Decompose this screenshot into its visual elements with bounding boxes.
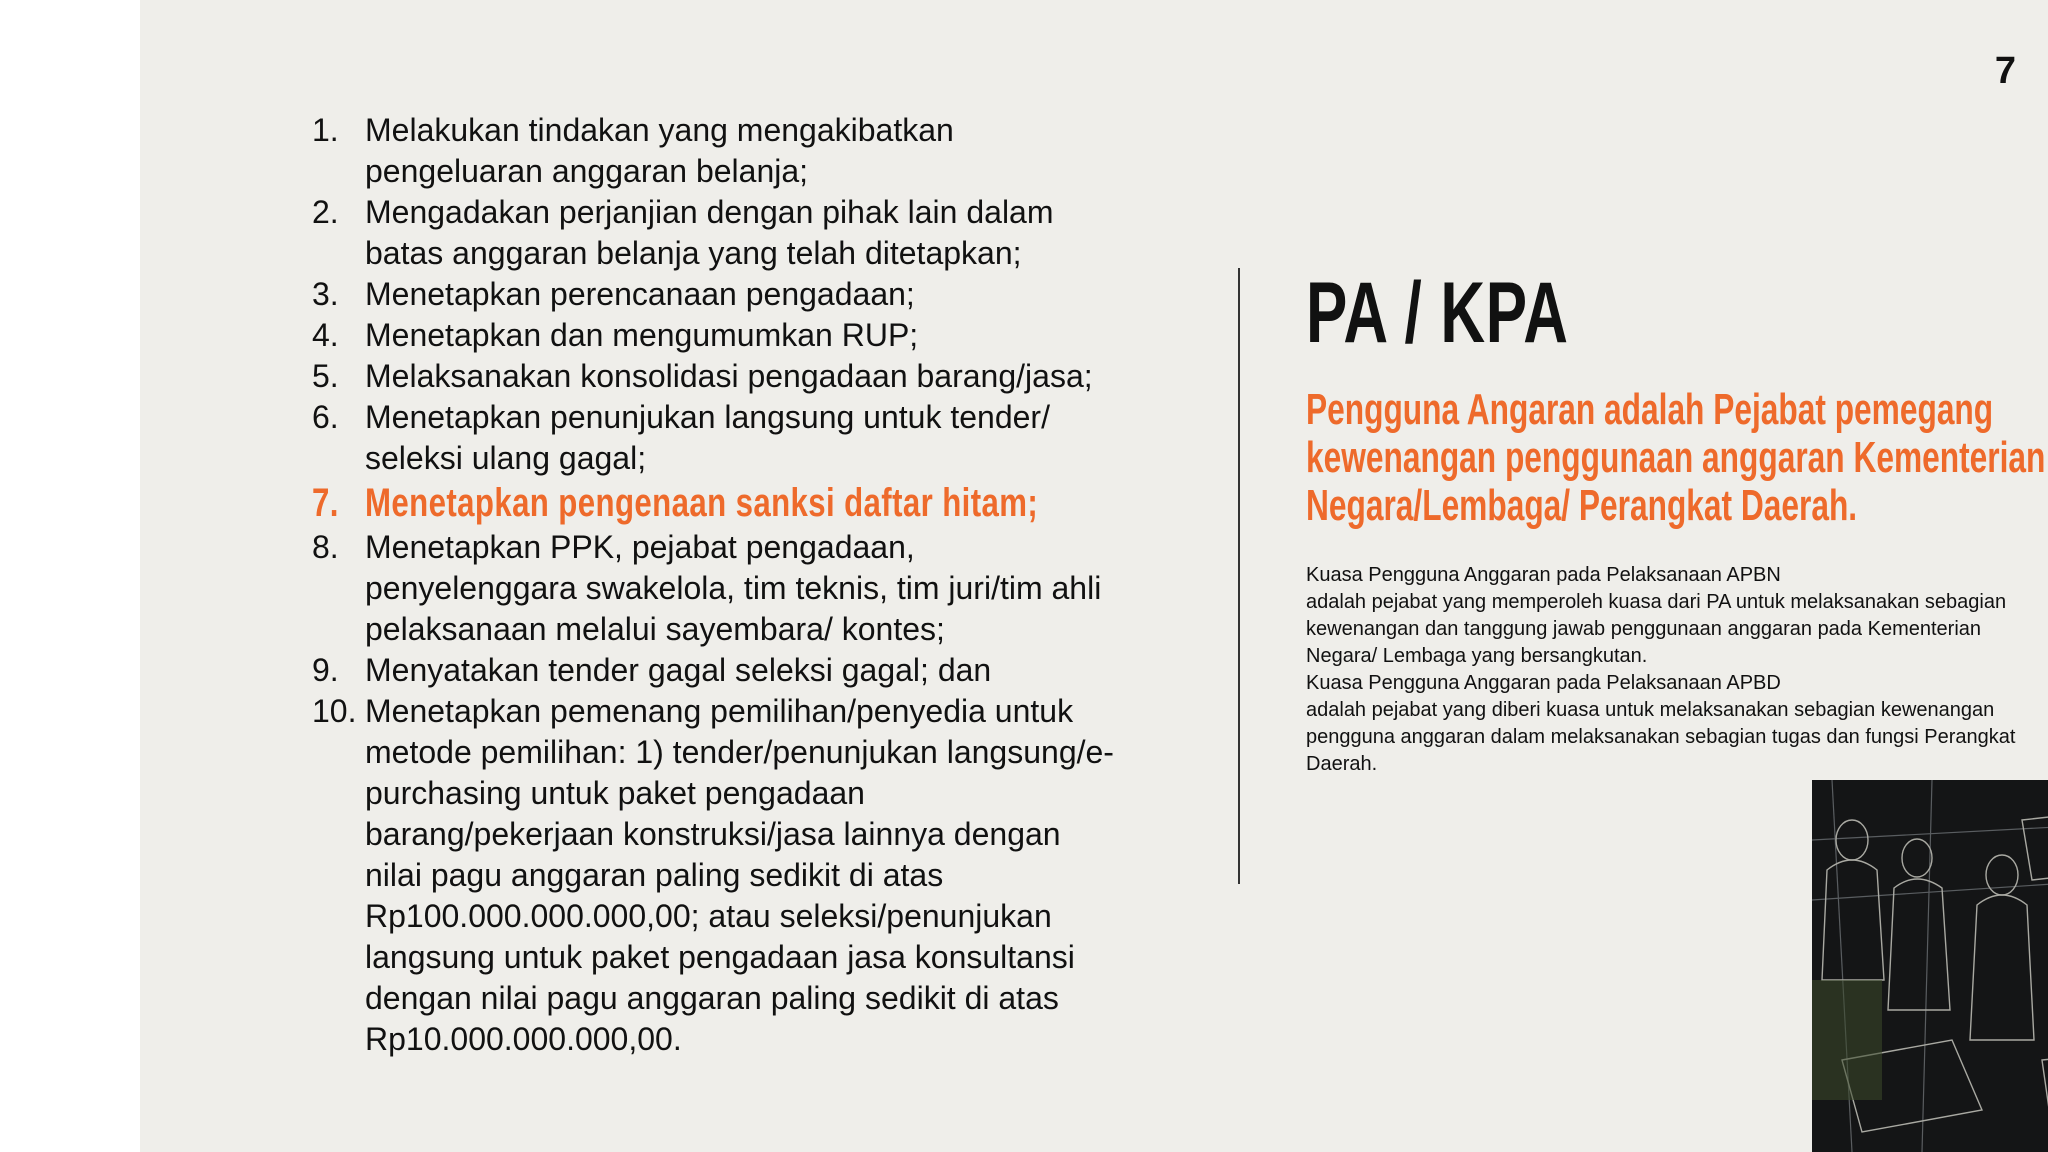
list-item-line: purchasing untuk paket pengadaan [365,775,865,811]
description-line: Kuasa Pengguna Anggaran pada Pelaksanaan APBD [1306,672,1781,694]
list-item [312,650,1192,691]
list-item-line: penyelenggara swakelola, tim teknis, tim juri/tim ahli [365,570,1102,606]
duty-list [312,110,1192,1060]
list-item-text [365,397,1192,479]
description-line: Kuasa Pengguna Anggaran pada Pelaksanaan APBN [1306,564,1781,586]
list-item-text [365,527,1192,650]
description-line: adalah pejabat yang memperoleh kuasa dari PA untuk melaksanakan sebagian [1306,591,2007,613]
list-item-line: langsung untuk paket pengadaan jasa konsultansi [365,939,1075,975]
description-line: kewenangan dan tanggung jawab penggunaan anggaran pada Kementerian [1306,618,1982,640]
description-line: adalah pejabat yang diberi kuasa untuk melaksanakan sebagian kewenangan [1306,699,1995,721]
list-item [312,315,1192,356]
page-number: 7 [1994,50,2016,92]
list-item-number: 9. [312,652,339,688]
list-item-number: 8. [312,529,339,565]
list-item [312,356,1192,397]
list-item-number: 4. [312,317,339,353]
list-item-number: 7. [312,481,339,525]
list-item-line: Rp10.000.000.000,00. [365,1021,682,1057]
list-item-line: pelaksanaan melalui sayembara/ kontes; [365,611,945,647]
list-item-line: batas anggaran belanja yang telah ditetapkan; [365,235,1022,271]
list-item-text [365,274,1192,315]
kpa-description [1306,562,2048,778]
list-item-line: Menetapkan dan mengumumkan RUP; [365,317,919,353]
list-item-line: Menyatakan tender gagal seleksi gagal; dan [365,652,992,688]
list-item [312,691,1192,1060]
vertical-divider [1238,268,1240,884]
left-margin [0,0,140,1152]
list-item-number: 2. [312,194,339,230]
slide [140,0,2048,1152]
list-item [312,110,1192,192]
subtitle-line: Negara/Lembaga/ Perangkat Daerah. [1306,481,1858,530]
list-item-line: Melaksanakan konsolidasi pengadaan barang/jasa; [365,358,1093,394]
list-item-text [365,356,1192,397]
list-item-line: dengan nilai pagu anggaran paling sedikit di atas [365,980,1059,1016]
list-item-line: Melakukan tindakan yang mengakibatkan [365,112,954,148]
list-item-number: 1. [312,112,339,148]
list-item [312,479,1039,527]
list-item-line: barang/pekerjaan konstruksi/jasa lainnya dengan [365,816,1061,852]
list-item-line: Menetapkan penunjukan langsung untuk tender/ [365,399,1050,435]
slide-title: PA / KPA [1306,265,1569,361]
list-item-text [365,315,1192,356]
list-item [312,192,1192,274]
list-item [312,527,1192,650]
list-item [312,397,1192,479]
subtitle-line: kewenangan penggunaan anggaran Kementerian [1306,433,2046,482]
description-line: Negara/ Lembaga yang bersangkutan. [1306,645,1648,667]
description-line: pengguna anggaran dalam melaksanakan sebagian tugas dan fungsi Perangkat [1306,726,2016,748]
list-item-line: pengeluaran anggaran belanja; [365,153,809,189]
list-item-text [365,110,1192,192]
list-item-number: 3. [312,276,339,312]
list-item-line: Rp100.000.000.000,00; atau seleksi/penunjukan [365,898,1052,934]
subtitle-definition [1306,386,2048,530]
list-item-number: 10. [312,693,357,729]
list-item-text [365,192,1192,274]
list-item-line: Mengadakan perjanjian dengan pihak lain dalam [365,194,1054,230]
list-item-number: 6. [312,399,339,435]
photo-illustration-icon [1812,780,2048,1152]
list-item-line: nilai pagu anggaran paling sedikit di atas [365,857,944,893]
list-item-line: metode pemilihan: 1) tender/penunjukan langsung/e- [365,734,1114,770]
list-item-line: Menetapkan perencanaan pengadaan; [365,276,915,312]
list-item-text [365,650,1192,691]
description-line: Daerah. [1306,753,1378,775]
list-item [312,274,1192,315]
list-item-line: Menetapkan pemenang pemilihan/penyedia untuk [365,693,1074,729]
list-item-text [365,479,1038,527]
list-item-line: Menetapkan pengenaan sanksi daftar hitam; [365,481,1039,525]
office-people-photo [1812,780,2048,1152]
list-item-text [365,691,1192,1060]
list-item-number: 5. [312,358,339,394]
list-item-line: Menetapkan PPK, pejabat pengadaan, [365,529,915,565]
list-item-line: seleksi ulang gagal; [365,440,647,476]
subtitle-line: Pengguna Angaran adalah Pejabat pemegang [1306,385,1994,434]
